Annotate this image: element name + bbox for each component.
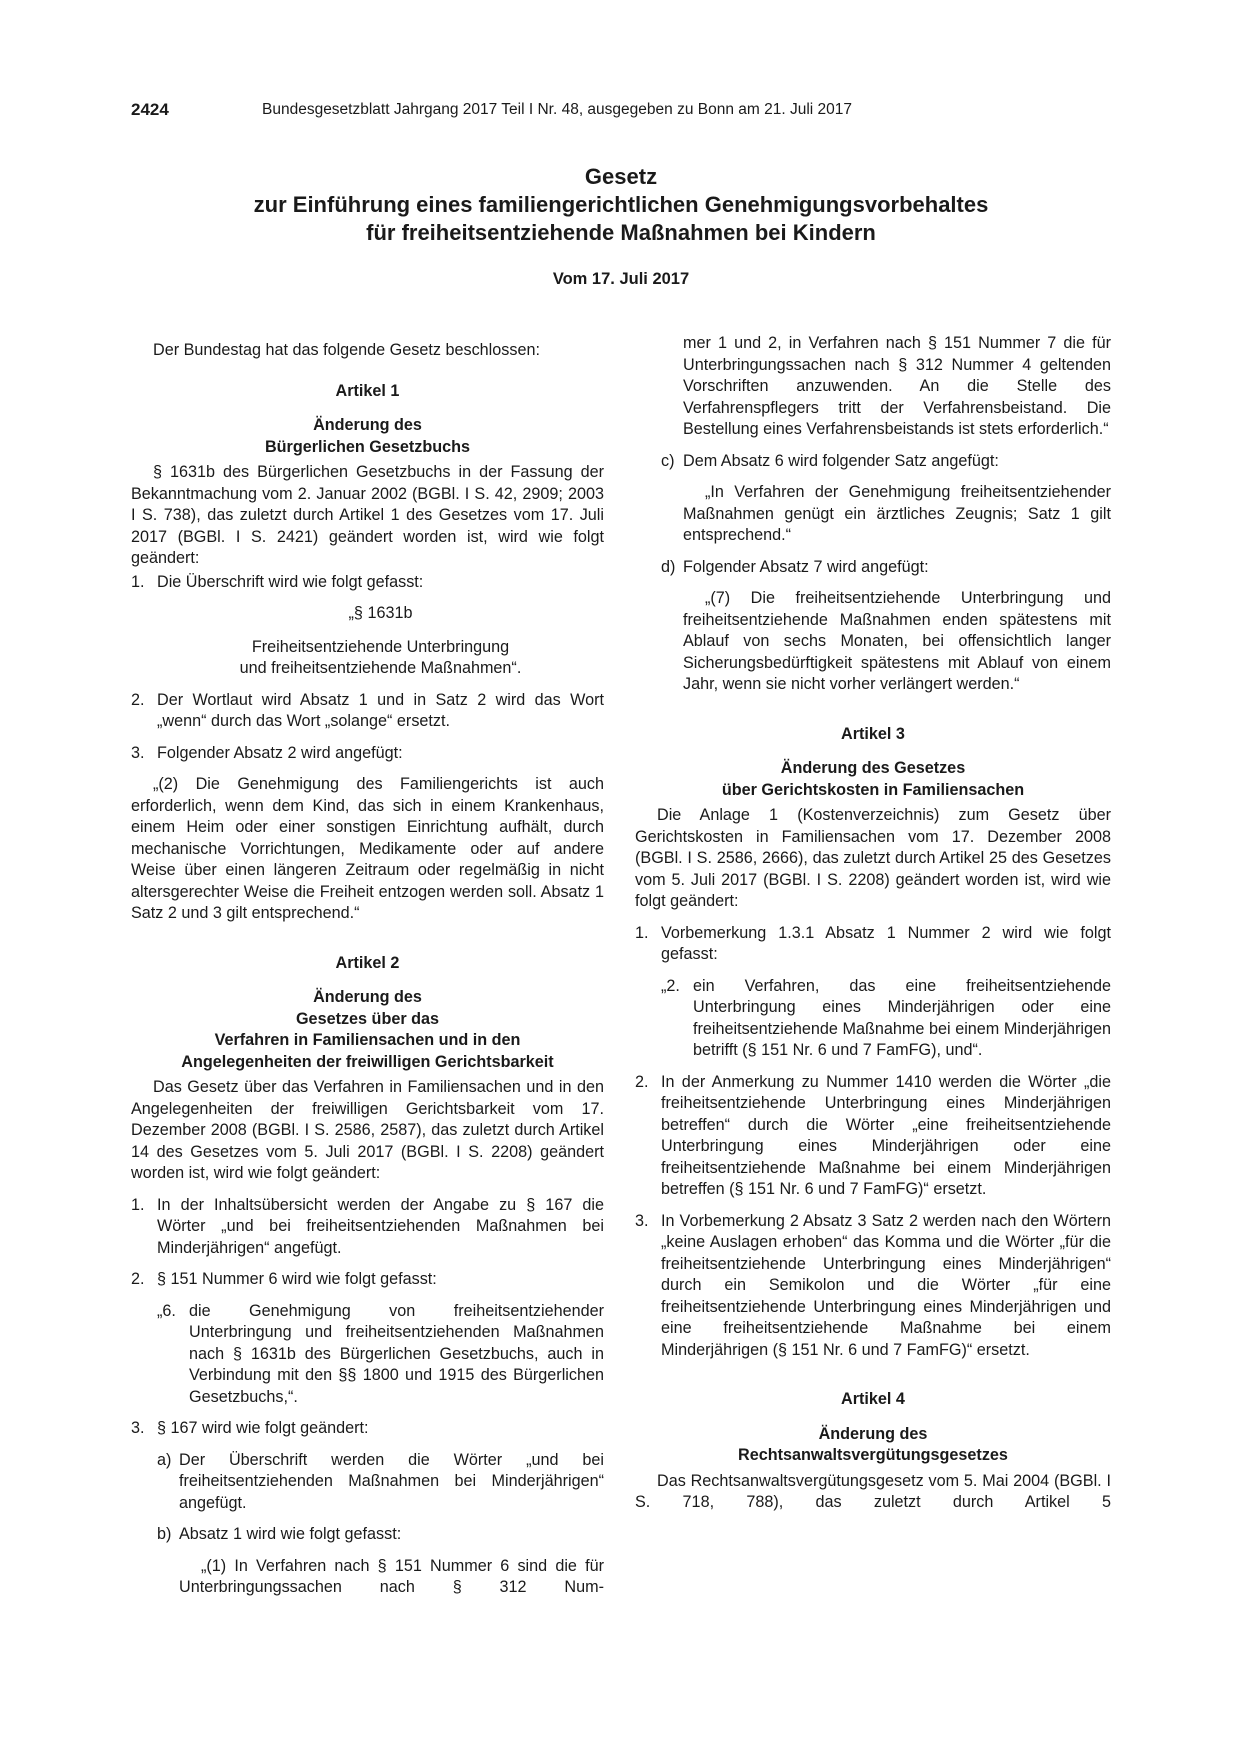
- quoted-heading-line-2: und freiheitsentziehende Maßnahmen“.: [239, 659, 522, 677]
- gazette-header-text: Bundesgesetzblatt Jahrgang 2017 Teil I Nr. 48, ausgegeben zu Bonn am 21. Juli 2017: [262, 101, 852, 118]
- right-column: [635, 334, 1111, 1514]
- item-text: Vorbemerkung 1.3.1 Absatz 1 Nummer 2 wird wie folgt gefasst:: [661, 923, 1111, 963]
- article-1-sub-line-1: Änderung des: [313, 416, 422, 434]
- quoted-list-item: [157, 1301, 604, 1409]
- quoted-item-text: ein Verfahren, das eine freiheitsentziehende Unterbringung eines Minderjährigen oder eine freiheitsentziehende Maßnahme bei einem Minderjährigen betrifft (§ 151 Nr. 6 und 7 FamFG), und“.: [693, 976, 1111, 1059]
- quoted-item-number: „6.: [157, 1301, 176, 1320]
- item-text: In der Inhaltsübersicht werden der Angabe zu § 167 die Wörter „und bei freiheitsentziehenden Maßnahmen bei Minderjährigen“ angefügt.: [157, 1195, 604, 1257]
- enactment-formula: Der Bundestag hat das folgende Gesetz beschlossen:: [153, 341, 540, 359]
- article-1-item-2: [131, 690, 604, 733]
- law-title: [131, 163, 1111, 247]
- article-2-item-3: [131, 1418, 604, 1440]
- article-4-sub-line-1: Änderung des: [818, 1424, 928, 1443]
- item-number: 2.: [131, 1270, 145, 1288]
- article-3-item-1: [635, 923, 1111, 966]
- item-number: 2.: [635, 1072, 649, 1091]
- article-1-item-3: [131, 743, 604, 765]
- article-2-sub-line-2: Gesetzes über das: [295, 1009, 440, 1028]
- item-text: Folgender Absatz 7 wird angefügt:: [683, 557, 929, 576]
- article-2-item-2: [131, 1269, 604, 1291]
- article-2-item-1: [131, 1195, 604, 1260]
- article-1-body: § 1631b des Bürgerlichen Gesetzbuchs in der Fassung der Bekanntmachung vom 2. Januar 2002 (BGBl. I S. 42, 2909; 2003 I S. 738), das zuletzt durch Artikel 1 des Gesetzes vom 17. Juli 2017 (BGBl. I S. 2421) geändert worden ist, wird wie folgt geändert:: [131, 463, 604, 567]
- quoted-text-continuation: mer 1 und 2, in Verfahren nach § 151 Nummer 7 die für Unterbringungssachen nach § 312 Nummer 4 geltenden Vorschriften anzuwenden. An die Stelle des Verfahrenspflegers tritt der Verfahrensbeistand. Die Bestellung eines Verfahrensbeistands ist stets erforderlich.“: [683, 334, 1111, 438]
- article-1-heading: Artikel 1: [335, 381, 400, 400]
- item-number: 1.: [131, 1195, 145, 1214]
- article-3-sub-line-2: über Gerichtskosten in Familiensachen: [721, 780, 1025, 799]
- article-3-subheading: [635, 758, 1111, 801]
- article-2-sub-line-1: Änderung des: [313, 988, 422, 1006]
- quoted-item-text: die Genehmigung von freiheitsentziehender Unterbringung und freiheitsentziehenden Maßnahmen nach § 1631b des Bürgerlichen Gesetzbuchs, auch in Verbindung mit den §§ 1800 und 1915 des Bürgerlichen Gesetzbuchs,“.: [189, 1301, 604, 1406]
- page-number: 2424: [131, 100, 169, 119]
- title-line-1: Gesetz: [584, 164, 658, 189]
- article-2-body: Das Gesetz über das Verfahren in Familiensachen und in den Angelegenheiten der freiwilligen Gerichtsbarkeit vom 17. Dezember 2008 (BGBl. I S. 2586, 2587), das zuletzt durch Artikel 14 des Gesetzes vom 5. Juli 2017 (BGBl. I S. 2208) geändert worden ist, wird wie folgt geändert:: [131, 1078, 604, 1182]
- article-3-item-3: [635, 1211, 1111, 1362]
- article-4-sub-line-2: Rechtsanwaltsvergütungsgesetzes: [738, 1446, 1008, 1464]
- item-text: § 167 wird wie folgt geändert:: [157, 1419, 369, 1437]
- article-1-subheading: [131, 415, 604, 458]
- quoted-amendment-text: „In Verfahren der Genehmigung freiheitsentziehender Maßnahmen genügt ein ärztliches Zeugnis; Satz 1 gilt entsprechend.“: [683, 483, 1111, 544]
- quoted-heading-line-1: Freiheitsentziehende Unterbringung: [251, 637, 510, 656]
- article-2-heading: Artikel 2: [335, 953, 400, 972]
- item-text: In der Anmerkung zu Nummer 1410 werden die Wörter „die freiheitsentziehende Unterbringung eines Minderjährigen betreffen“ durch die Wörter „eine freiheitsentziehende Unterbringung eines Minderjährigen oder eine freiheitsentziehende Maßnahme bei einem Minderjährigen betreffen (§ 151 Nr. 6 und 7 FamFG)“ ersetzt.: [661, 1072, 1111, 1198]
- item-number: 3.: [131, 743, 145, 762]
- quoted-paragraph-number: „§ 1631b: [348, 604, 413, 622]
- item-letter: a): [157, 1450, 172, 1469]
- item-number: 2.: [131, 690, 145, 709]
- item-number: 3.: [635, 1211, 649, 1230]
- title-line-2: zur Einführung eines familiengerichtlichen Genehmigungsvorbehaltes: [253, 192, 989, 217]
- item-text: § 151 Nummer 6 wird wie folgt gefasst:: [157, 1270, 437, 1288]
- article-2-item-3b: [157, 1524, 604, 1546]
- article-3-body: Die Anlage 1 (Kostenverzeichnis) zum Gesetz über Gerichtskosten in Familiensachen vom 17. Dezember 2008 (BGBl. I S. 2586, 2666), das zuletzt durch Artikel 25 des Gesetzes vom 5. Juli 2017 (BGBl. I S. 2208) geändert worden ist, wird wie folgt geändert:: [635, 806, 1111, 910]
- item-number: 1.: [131, 572, 145, 591]
- title-line-3: für freiheitsentziehende Maßnahmen bei Kindern: [366, 220, 876, 245]
- quoted-list-item: [661, 976, 1111, 1062]
- article-4-body: Das Rechtsanwaltsvergütungsgesetz vom 5. Mai 2004 (BGBl. I S. 718, 788), das zuletzt durch Artikel 5: [635, 1471, 1111, 1511]
- item-text: Der Wortlaut wird Absatz 1 und in Satz 2 wird das Wort „wenn“ durch das Wort „solange“ ersetzt.: [157, 690, 604, 730]
- article-1-sub-line-2: Bürgerlichen Gesetzbuchs: [264, 437, 471, 456]
- item-text: In Vorbemerkung 2 Absatz 3 Satz 2 werden nach den Wörtern „keine Auslagen erhoben“ das Komma und die Wörter „für die freiheitsentziehende Unterbringung eines Minderjährigen“ durch ein Semikolon und die Wörter „für eine freiheitsentziehende Unterbringung eines Minderjährigen und eine freiheitsentziehende Maßnahme bei einem Minderjährigen (§ 151 Nr. 6 und 7 FamFG)“ ersetzt.: [661, 1211, 1111, 1359]
- item-letter: c): [661, 451, 675, 470]
- article-2-subheading: [131, 987, 604, 1073]
- quoted-amendment-text: „(1) In Verfahren nach § 151 Nummer 6 sind die für Unterbringungssachen nach § 312 Num-: [179, 1556, 604, 1596]
- article-4-heading: Artikel 4: [841, 1390, 905, 1408]
- left-column: [131, 340, 604, 1599]
- article-1-item-1: [131, 572, 604, 594]
- article-2-item-3c: [661, 451, 1111, 473]
- article-3-item-2: [635, 1072, 1111, 1201]
- article-3-heading: Artikel 3: [841, 724, 905, 743]
- quoted-amendment-text: „(7) Die freiheitsentziehende Unterbringung und freiheitsentziehende Maßnahmen enden spätestens mit Ablauf von sechs Monaten, bei offensichtlich langer Sicherungsbedürftigkeit spätestens mit Ablauf von einem Jahr, wenn sie nicht vorher verlängert werden.“: [683, 589, 1111, 693]
- article-4-subheading: [635, 1424, 1111, 1467]
- item-text: Die Überschrift wird wie folgt gefasst:: [157, 572, 424, 591]
- item-letter: d): [661, 557, 676, 576]
- running-header: [131, 100, 980, 124]
- article-3-sub-line-1: Änderung des Gesetzes: [780, 759, 966, 777]
- article-2-sub-line-3: Verfahren in Familiensachen und in den: [214, 1031, 521, 1049]
- item-text: Dem Absatz 6 wird folgender Satz angefügt:: [683, 451, 999, 470]
- item-number: 3.: [131, 1419, 145, 1437]
- article-2-item-3d: [661, 557, 1111, 579]
- quoted-amendment-text: „(2) Die Genehmigung des Familiengerichts ist auch erforderlich, wenn dem Kind, das sich in einem Krankenhaus, einem Heim oder einer sonstigen Einrichtung aufhält, durch mechanische Vorrichtungen, Medikamente oder auf andere Weise über einen längeren Zeitraum oder regelmäßig in nicht altersgerechter Weise die Freiheit entzogen werden soll. Absatz 1 Satz 2 und 3 gilt entsprechend.“: [131, 775, 604, 922]
- item-number: 1.: [635, 923, 649, 942]
- law-date: Vom 17. Juli 2017: [552, 270, 690, 288]
- item-text: Folgender Absatz 2 wird angefügt:: [157, 743, 403, 762]
- article-2-sub-line-4: Angelegenheiten der freiwilligen Gerichtsbarkeit: [181, 1052, 554, 1071]
- item-text: Absatz 1 wird wie folgt gefasst:: [179, 1525, 402, 1543]
- item-text: Der Überschrift werden die Wörter „und bei freiheitsentziehenden Maßnahmen bei Minderjährigen“ angefügt.: [179, 1450, 604, 1512]
- quoted-item-number: „2.: [661, 976, 680, 995]
- article-2-item-3a: [157, 1450, 604, 1515]
- item-letter: b): [157, 1525, 172, 1543]
